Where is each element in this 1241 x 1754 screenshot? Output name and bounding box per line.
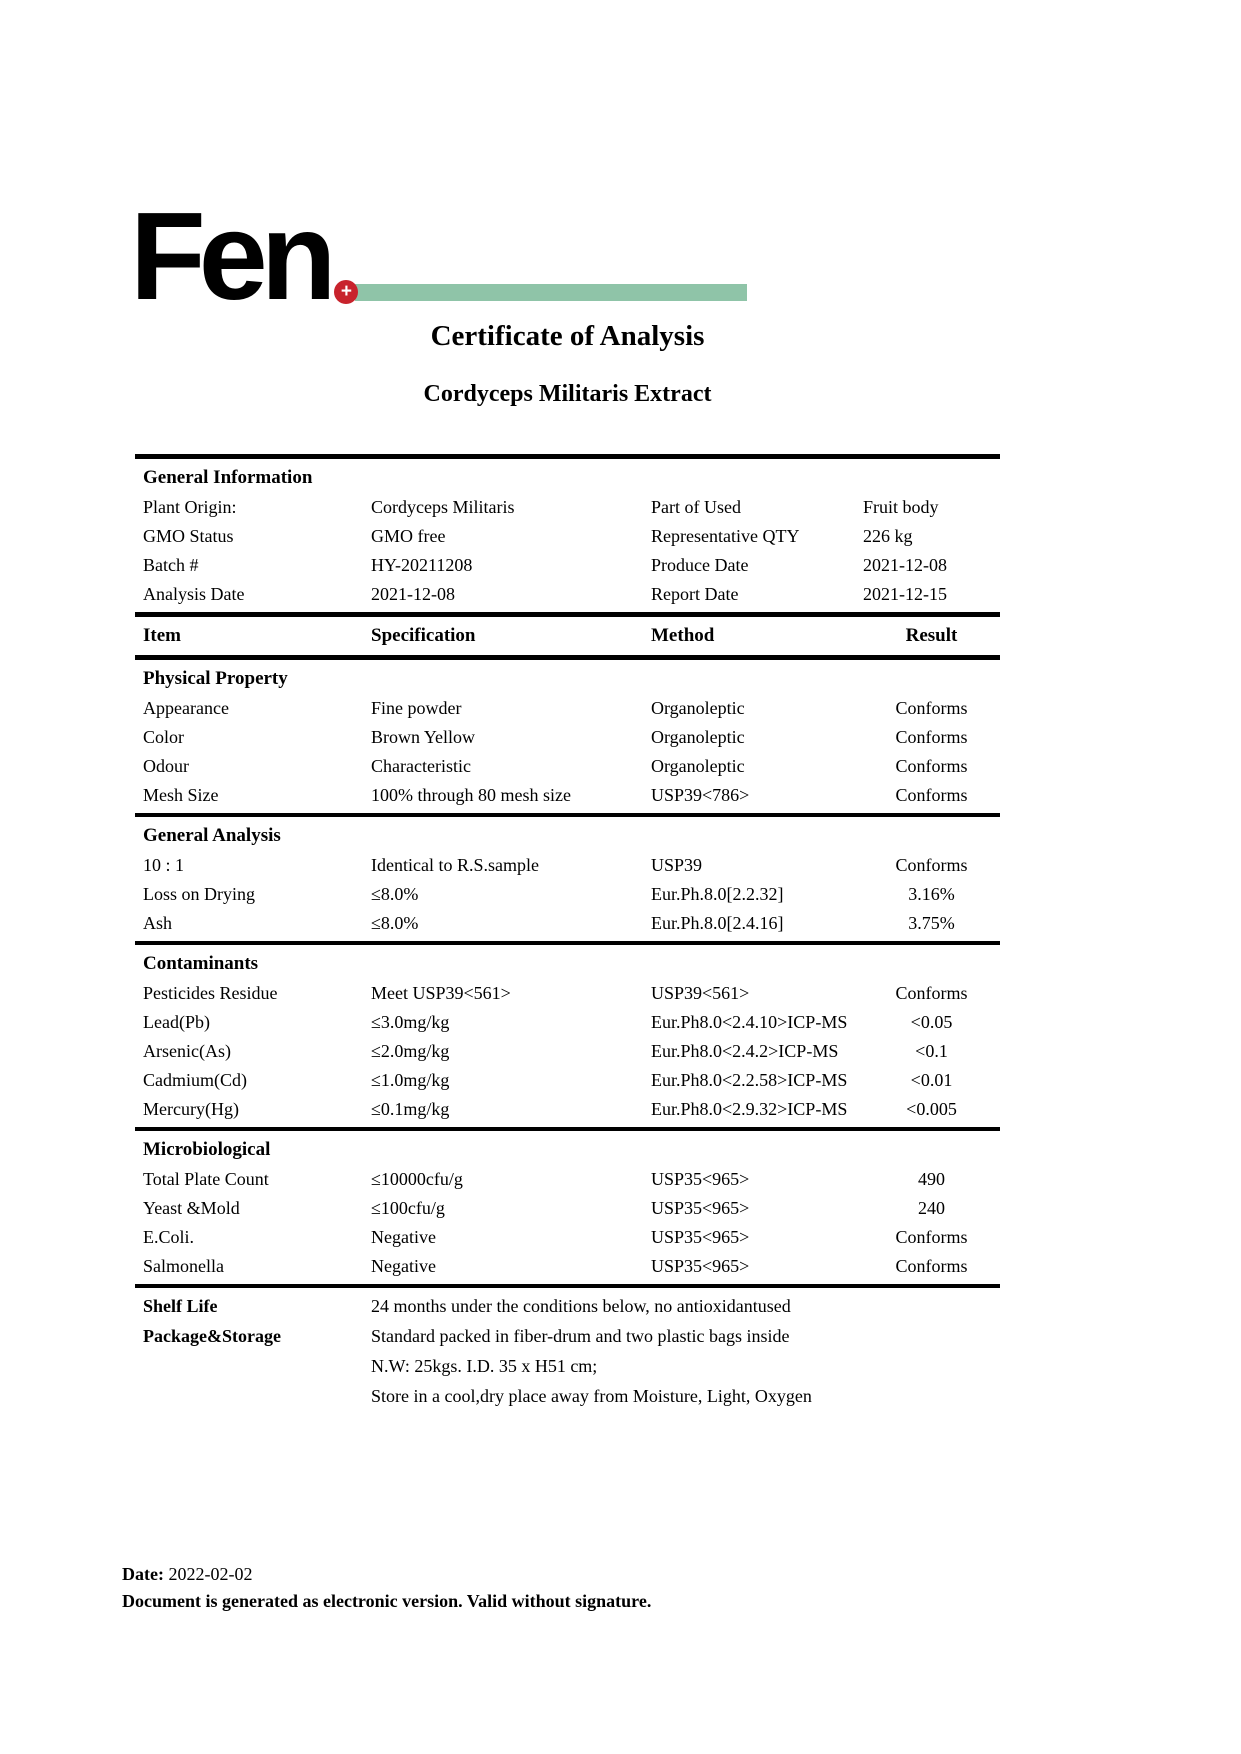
date-value: 2022-02-02 (168, 1564, 253, 1585)
item-cell: Ash (143, 913, 173, 934)
method-cell: Eur.Ph.8.0[2.4.16] (651, 913, 784, 934)
method-cell: USP35<965> (651, 1169, 750, 1190)
item-cell: Yeast &Mold (143, 1198, 240, 1219)
result-cell: 240 (918, 1198, 945, 1219)
spec-section (135, 660, 1000, 817)
item-cell: Salmonella (143, 1256, 224, 1277)
info-value: GMO free (371, 526, 446, 547)
item-cell: E.Coli. (143, 1227, 195, 1248)
specification-cell: Negative (371, 1256, 436, 1277)
specification-cell: ≤3.0mg/kg (371, 1012, 450, 1033)
info-label: Representative QTY (651, 526, 800, 547)
column-header-specification: Specification (371, 625, 476, 647)
general-info-row (135, 551, 1000, 580)
spec-table-row (135, 694, 1000, 723)
storage-label: Package&Storage (143, 1325, 281, 1346)
spec-table-row (135, 979, 1000, 1008)
specification-cell: ≤2.0mg/kg (371, 1041, 450, 1062)
method-cell: USP35<965> (651, 1227, 750, 1248)
spec-table-row (135, 1223, 1000, 1252)
result-cell: Conforms (895, 785, 968, 806)
info-label: Part of Used (651, 497, 741, 518)
item-cell: Lead(Pb) (143, 1012, 210, 1033)
spec-section (135, 945, 1000, 1131)
info-label: Produce Date (651, 555, 749, 576)
specification-cell: Characteristic (371, 756, 471, 777)
info-label: Batch # (143, 555, 199, 576)
column-header-result: Result (905, 625, 958, 647)
method-cell: Eur.Ph.8.0[2.2.32] (651, 884, 784, 905)
storage-text: 24 months under the conditions below, no antioxidantused (371, 1295, 791, 1316)
item-cell: Cadmium(Cd) (143, 1070, 247, 1091)
method-cell: Eur.Ph8.0<2.9.32>ICP-MS (651, 1099, 848, 1120)
spec-table-row (135, 1252, 1000, 1281)
specification-cell: ≤8.0% (371, 884, 419, 905)
storage-label: Shelf Life (143, 1295, 218, 1316)
method-cell: Eur.Ph8.0<2.4.10>ICP-MS (651, 1012, 848, 1033)
method-cell: Organoleptic (651, 756, 745, 777)
method-cell: USP39<561> (651, 983, 750, 1004)
section-rows (135, 979, 1000, 1124)
storage-row (135, 1381, 1000, 1411)
specification-cell: ≤1.0mg/kg (371, 1070, 450, 1091)
logo-text: Fen (130, 188, 330, 326)
info-label: GMO Status (143, 526, 234, 547)
section-rows (135, 851, 1000, 938)
general-info-row (135, 522, 1000, 551)
spec-table-row (135, 1008, 1000, 1037)
item-cell: Loss on Drying (143, 884, 255, 905)
info-value: 2021-12-08 (371, 584, 455, 605)
result-cell: <0.005 (906, 1099, 957, 1120)
info-label: Report Date (651, 584, 739, 605)
report-date-line (122, 1561, 1241, 1588)
specification-cell: ≤0.1mg/kg (371, 1099, 450, 1120)
result-cell: Conforms (895, 1227, 968, 1248)
storage-text: N.W: 25kgs. I.D. 35 x H51 cm; (371, 1355, 598, 1376)
footer (122, 1561, 1241, 1615)
specification-cell: ≤8.0% (371, 913, 419, 934)
specification-cell: Brown Yellow (371, 727, 476, 748)
coa-table (135, 454, 1000, 1411)
spec-section (135, 1131, 1000, 1288)
section-heading: General Analysis (143, 825, 281, 847)
result-cell: Conforms (895, 983, 968, 1004)
specification-cell: Fine powder (371, 698, 462, 719)
general-info-row (135, 493, 1000, 522)
general-information-heading: General Information (143, 467, 313, 489)
section-rows (135, 1165, 1000, 1281)
item-cell: Total Plate Count (143, 1169, 269, 1190)
item-cell: Arsenic(As) (143, 1041, 231, 1062)
method-cell: Organoleptic (651, 727, 745, 748)
method-cell: USP39<786> (651, 785, 750, 806)
item-cell: Mesh Size (143, 785, 219, 806)
spec-table-row (135, 1194, 1000, 1223)
storage-row (135, 1291, 1000, 1321)
spec-sections (135, 660, 1000, 1288)
spec-section (135, 817, 1000, 945)
spec-table-row (135, 851, 1000, 880)
spec-table-row (135, 1095, 1000, 1124)
specification-cell: ≤10000cfu/g (371, 1169, 463, 1190)
specification-cell: 100% through 80 mesh size (371, 785, 571, 806)
item-cell: Pesticides Residue (143, 983, 278, 1004)
document-title: Certificate of Analysis (430, 320, 705, 353)
item-cell: Mercury(Hg) (143, 1099, 239, 1120)
info-value: Cordyceps Militaris (371, 497, 515, 518)
item-cell: Appearance (143, 698, 229, 719)
storage-row (135, 1351, 1000, 1381)
spec-table-row (135, 1165, 1000, 1194)
validity-note: Document is generated as electronic version. Valid without signature. (122, 1591, 652, 1612)
result-cell: 3.16% (908, 884, 955, 905)
result-cell: Conforms (895, 727, 968, 748)
specification-cell: Negative (371, 1227, 436, 1248)
info-value: 2021-12-15 (863, 584, 947, 605)
storage-row (135, 1321, 1000, 1351)
storage-section (135, 1288, 1000, 1411)
section-heading: Contaminants (143, 953, 259, 975)
spec-table-row (135, 752, 1000, 781)
specification-cell: ≤100cfu/g (371, 1198, 445, 1219)
section-heading: Microbiological (143, 1139, 271, 1161)
specification-cell: Identical to R.S.sample (371, 855, 539, 876)
logo-bar (355, 284, 747, 301)
product-name: Cordyceps Militaris Extract (423, 381, 712, 408)
section-heading: Physical Property (143, 668, 288, 690)
result-cell: <0.05 (910, 1012, 953, 1033)
spec-table-row (135, 723, 1000, 752)
company-logo (0, 0, 1241, 326)
spec-table-row (135, 909, 1000, 938)
info-label: Plant Origin: (143, 497, 237, 518)
info-value: 226 kg (863, 526, 913, 547)
general-info-row (135, 580, 1000, 609)
method-cell: USP35<965> (651, 1256, 750, 1277)
spec-table-row (135, 781, 1000, 810)
result-cell: <0.01 (910, 1070, 953, 1091)
plus-glyph: + (340, 280, 352, 302)
info-label: Analysis Date (143, 584, 245, 605)
spec-table-row (135, 880, 1000, 909)
method-cell: Organoleptic (651, 698, 745, 719)
result-cell: 3.75% (908, 913, 955, 934)
info-value: Fruit body (863, 497, 939, 518)
storage-text: Standard packed in fiber-drum and two plastic bags inside (371, 1325, 790, 1346)
date-label: Date: (122, 1564, 164, 1585)
spec-table-row (135, 1066, 1000, 1095)
method-cell: USP39 (651, 855, 703, 876)
method-cell: Eur.Ph8.0<2.2.58>ICP-MS (651, 1070, 848, 1091)
general-information-section (135, 459, 1000, 617)
item-cell: Odour (143, 756, 189, 777)
spec-table-row (135, 1037, 1000, 1066)
storage-text: Store in a cool,dry place away from Moisture, Light, Oxygen (371, 1385, 812, 1406)
result-cell: Conforms (895, 855, 968, 876)
item-cell: 10 : 1 (143, 855, 185, 876)
item-cell: Color (143, 727, 185, 748)
column-header-method: Method (651, 625, 715, 647)
info-value: HY-20211208 (371, 555, 473, 576)
spec-table-header (135, 617, 1000, 660)
method-cell: USP35<965> (651, 1198, 750, 1219)
specification-cell: Meet USP39<561> (371, 983, 511, 1004)
column-header-item: Item (143, 625, 181, 647)
result-cell: 490 (918, 1169, 945, 1190)
result-cell: Conforms (895, 1256, 968, 1277)
result-cell: <0.1 (915, 1041, 948, 1062)
result-cell: Conforms (895, 698, 968, 719)
section-rows (135, 694, 1000, 810)
result-cell: Conforms (895, 756, 968, 777)
method-cell: Eur.Ph8.0<2.4.2>ICP-MS (651, 1041, 839, 1062)
info-value: 2021-12-08 (863, 555, 947, 576)
